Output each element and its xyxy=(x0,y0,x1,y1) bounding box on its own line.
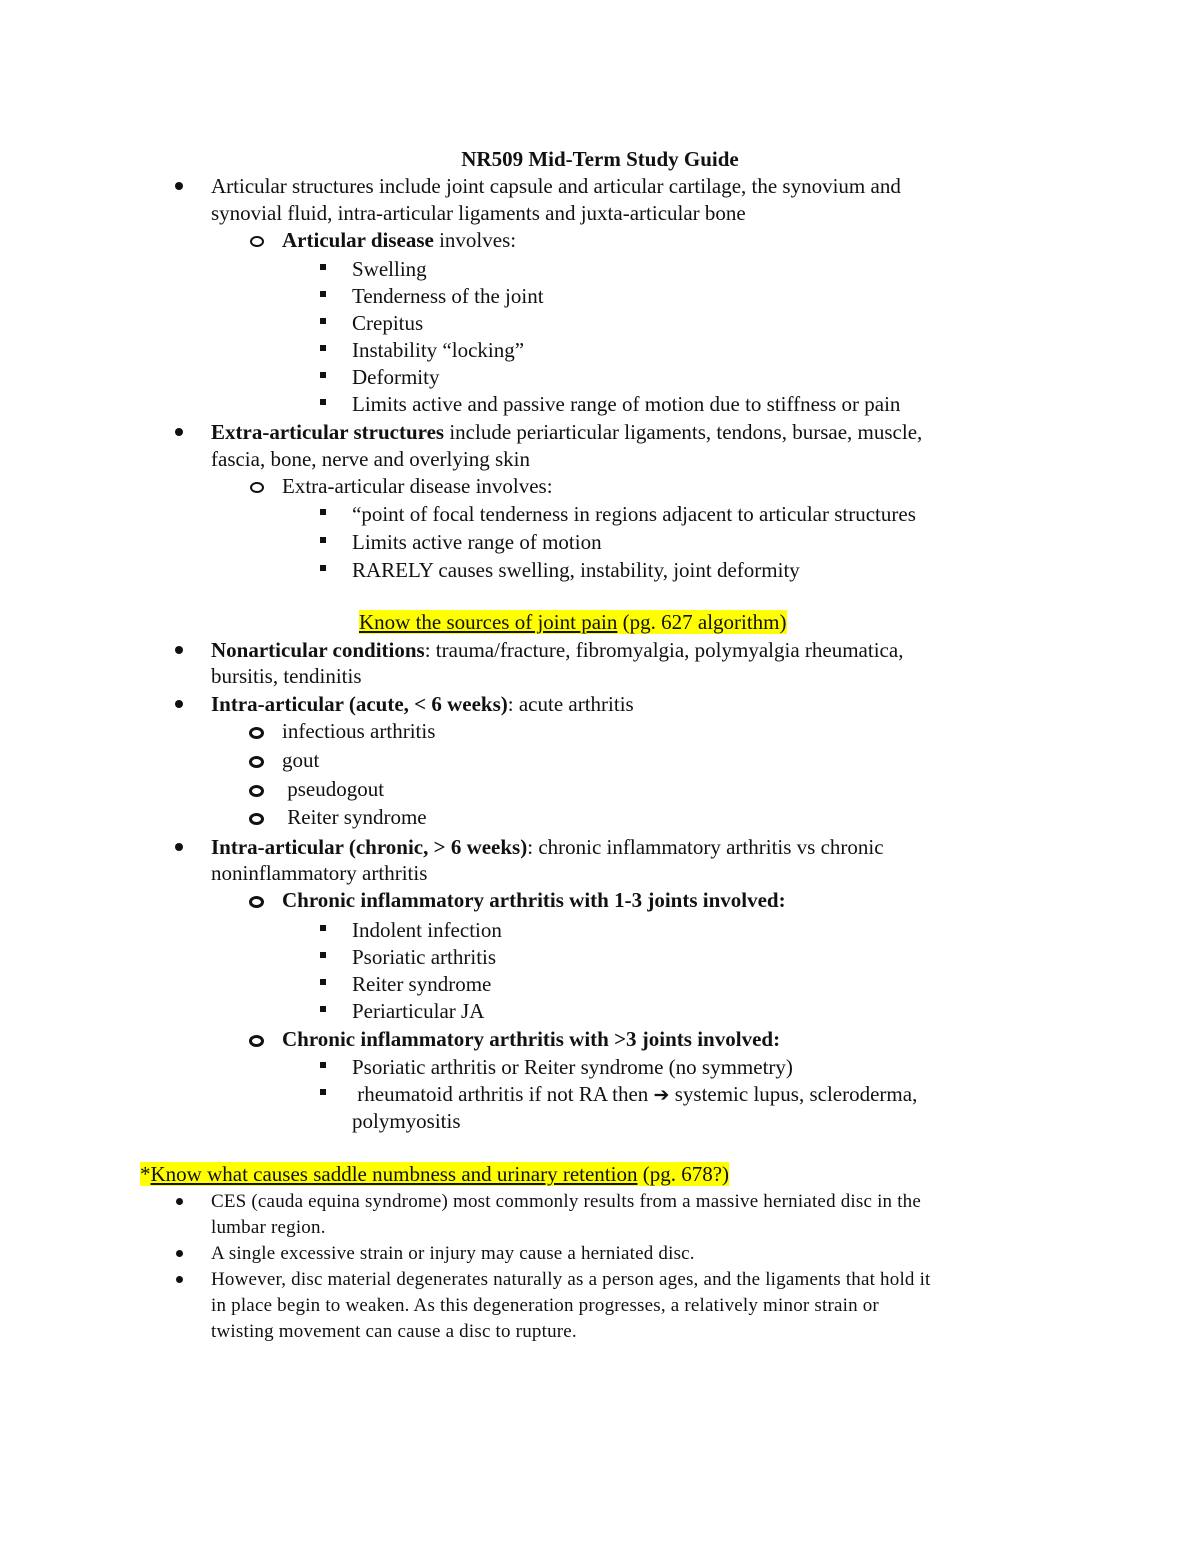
list-item: Deformity xyxy=(352,365,440,389)
list-item: Instability “locking” xyxy=(352,338,525,362)
bullet-disc-icon xyxy=(176,1250,183,1257)
list-item: gout xyxy=(282,748,320,772)
bullet-disc-icon xyxy=(175,700,183,708)
bullet-circle-icon xyxy=(250,236,264,247)
bullet-disc-icon xyxy=(176,1276,183,1283)
nonarticular-line-2: bursitis, tendinitis xyxy=(211,664,362,688)
list-item xyxy=(352,1081,917,1109)
degeneration-line-3: twisting movement can cause a disc to rupture. xyxy=(211,1321,577,1342)
bullet-circle-icon xyxy=(249,813,264,825)
bullet-square-icon xyxy=(320,399,326,405)
bullet-square-icon xyxy=(320,264,326,270)
joint-pain-heading-rest: (pg. 627 algorithm) xyxy=(617,610,787,634)
bullet-circle-icon xyxy=(249,727,264,739)
extra-articular-rest: include periarticular ligaments, tendons, bursae, muscle, xyxy=(444,420,923,444)
list-item: Limits active and passive range of motion due to stiffness or pain xyxy=(352,392,901,416)
joint-pain-heading xyxy=(359,609,787,636)
intra-acute-bold: Intra-articular (acute, < 6 weeks) xyxy=(211,692,508,716)
intra-chronic-line-1 xyxy=(211,834,884,861)
bullet-circle-icon xyxy=(249,896,264,908)
extra-articular-line-2: fascia, bone, nerve and overlying skin xyxy=(211,447,530,471)
extra-articular-bold: Extra-articular structures xyxy=(211,420,445,444)
list-item: Reiter syndrome xyxy=(282,805,427,829)
intra-acute-rest: : acute arthritis xyxy=(507,692,634,716)
saddle-star: * xyxy=(140,1162,151,1186)
degeneration-line-1: However, disc material degenerates naturally as a person ages, and the ligaments that hold it xyxy=(211,1269,931,1290)
list-item: Periarticular JA xyxy=(352,999,485,1023)
bullet-square-icon xyxy=(320,291,326,297)
extra-articular-line-1 xyxy=(211,419,922,446)
list-item: pseudogout xyxy=(282,777,385,801)
list-item: Crepitus xyxy=(352,311,424,335)
bullet-square-icon xyxy=(320,345,326,351)
bullet-square-icon xyxy=(320,372,326,378)
nonarticular-rest: : trauma/fracture, fibromyalgia, polymyalgia rheumatica, xyxy=(424,638,904,662)
bullet-square-icon xyxy=(320,925,326,931)
saddle-heading xyxy=(140,1161,729,1188)
ra-text: rheumatoid arthritis if not RA then xyxy=(352,1082,654,1106)
intra-acute-line xyxy=(211,691,634,718)
bullet-disc-icon xyxy=(175,646,183,654)
articular-disease-heading xyxy=(282,227,516,254)
bullet-circle-icon xyxy=(250,482,264,493)
list-item: Limits active range of motion xyxy=(352,530,602,554)
degeneration-line-2: in place begin to weaken. As this degeneration progresses, a relatively minor strain or xyxy=(211,1295,879,1316)
list-item: Indolent infection xyxy=(352,918,502,942)
bullet-disc-icon xyxy=(176,1198,183,1205)
bullet-square-icon xyxy=(320,952,326,958)
list-item: Reiter syndrome xyxy=(352,972,492,996)
nonarticular-line-1 xyxy=(211,637,903,664)
bullet-circle-icon xyxy=(249,1035,264,1047)
chronic-gt3-heading: Chronic inflammatory arthritis with >3 joints involved: xyxy=(282,1027,781,1051)
list-item: infectious arthritis xyxy=(282,719,436,743)
list-item-continuation: polymyositis xyxy=(352,1109,461,1133)
bullet-disc-icon xyxy=(175,428,183,436)
ces-line-1: CES (cauda equina syndrome) most commonly results from a massive herniated disc in the xyxy=(211,1191,922,1212)
bullet-square-icon xyxy=(320,509,326,515)
extra-disease-heading: Extra-articular disease involves: xyxy=(282,474,553,498)
articular-intro-line-1: Articular structures include joint capsule and articular cartilage, the synovium and xyxy=(211,174,901,198)
bullet-circle-icon xyxy=(249,756,264,768)
bullet-square-icon xyxy=(320,979,326,985)
bullet-square-icon xyxy=(320,1006,326,1012)
joint-pain-link[interactable]: Know the sources of joint pain xyxy=(359,610,618,634)
strain-line: A single excessive strain or injury may cause a herniated disc. xyxy=(211,1243,695,1264)
page-title: NR509 Mid-Term Study Guide xyxy=(461,147,739,171)
articular-disease-rest: involves: xyxy=(433,228,517,252)
bullet-square-icon xyxy=(320,318,326,324)
intra-chronic-line-2: noninflammatory arthritis xyxy=(211,861,428,885)
bullet-disc-icon xyxy=(175,182,183,190)
bullet-square-icon xyxy=(320,1062,326,1068)
ra-alternatives-text: systemic lupus, scleroderma, xyxy=(669,1082,918,1106)
bullet-square-icon xyxy=(320,537,326,543)
bullet-disc-icon xyxy=(175,843,183,851)
bullet-square-icon xyxy=(320,1089,326,1095)
list-item: Psoriatic arthritis xyxy=(352,945,497,969)
list-item: RARELY causes swelling, instability, joint deformity xyxy=(352,558,800,582)
saddle-link[interactable]: Know what causes saddle numbness and urinary retention xyxy=(150,1162,638,1186)
intra-chronic-bold: Intra-articular (chronic, > 6 weeks) xyxy=(211,835,528,859)
articular-disease-bold: Articular disease xyxy=(282,228,434,252)
list-item: “point of focal tenderness in regions adjacent to articular structures xyxy=(352,502,916,526)
ces-line-2: lumbar region. xyxy=(211,1217,326,1238)
bullet-square-icon xyxy=(320,565,326,571)
nonarticular-bold: Nonarticular conditions xyxy=(211,638,425,662)
saddle-heading-rest: (pg. 678?) xyxy=(637,1162,730,1186)
list-item: Tenderness of the joint xyxy=(352,284,544,308)
chronic-1-3-heading: Chronic inflammatory arthritis with 1-3 joints involved: xyxy=(282,888,786,912)
list-item: Psoriatic arthritis or Reiter syndrome (no symmetry) xyxy=(352,1055,793,1079)
intra-chronic-rest: : chronic inflammatory arthritis vs chronic xyxy=(527,835,884,859)
bullet-circle-icon xyxy=(249,785,264,797)
list-item: Swelling xyxy=(352,257,427,281)
arrow-right-icon: ➔ xyxy=(653,1084,670,1106)
articular-intro-line-2: synovial fluid, intra-articular ligaments and juxta-articular bone xyxy=(211,201,746,225)
